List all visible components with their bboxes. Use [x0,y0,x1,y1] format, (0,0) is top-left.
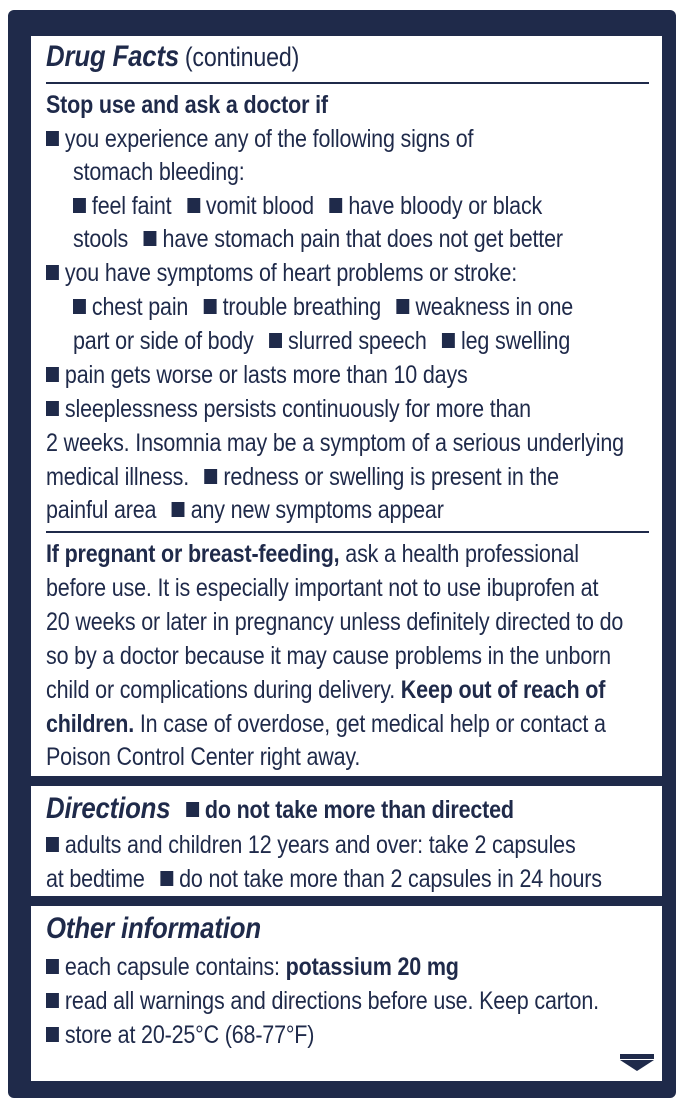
square-bullet-icon [73,299,86,314]
square-bullet-icon [442,333,455,348]
square-bullet-icon [46,401,59,416]
other-line-2: read all warnings and directions before use. Keep carton. [46,986,599,1016]
stop-use-line-4: stools have stomach pain that does not get better [73,225,563,253]
header-rule [46,82,649,84]
pregnant-line-5: child or complications during delivery. Keep out of reach of [46,676,606,704]
square-bullet-icon [144,231,157,246]
stop-use-line-7: part or side of body slurred speech leg swelling [73,327,571,355]
drug-facts-header [46,42,299,73]
directions-heading-line: Directions do not take more than directed [46,792,514,825]
drug-facts-label-frame [8,10,676,1098]
square-bullet-icon [73,198,86,213]
stop-use-line-5: you have symptoms of heart problems or stroke: [46,258,517,288]
square-bullet-icon [46,837,59,852]
pregnant-line-3: 20 weeks or later in pregnancy unless definitely directed to do [46,608,624,636]
directions-line-2: at bedtime do not take more than 2 capsules in 24 hours [46,865,602,893]
warnings-panel [31,36,662,776]
square-bullet-icon [329,198,342,213]
stop-use-line-10: 2 weeks. Insomnia may be a symptom of a serious underlying [46,429,624,457]
square-bullet-icon [46,265,59,280]
pregnant-line-7: Poison Control Center right away. [46,743,361,771]
other-line-3: store at 20-25°C (68-77°F) [46,1020,314,1050]
pregnant-line-2: before use. It is especially important not to use ibuprofen at [46,574,599,602]
square-bullet-icon [186,802,199,817]
stop-use-line-6: chest pain trouble breathing weakness in one [73,292,573,322]
stop-use-line-2: stomach bleeding: [73,158,245,186]
stop-use-line-11: medical illness. redness or swelling is present in the [46,463,559,491]
stop-use-line-12: painful area any new symptoms appear [46,496,444,524]
stop-use-line-3: feel faint vomit blood have bloody or black [73,191,542,221]
stop-use-heading: Stop use and ask a doctor if [46,91,328,119]
square-bullet-icon [46,367,59,382]
square-bullet-icon [204,299,217,314]
other-line-1: each capsule contains: potassium 20 mg [46,952,459,982]
drug-facts-continued: (continued) [184,42,300,72]
square-bullet-icon [46,959,59,974]
square-bullet-icon [172,502,185,517]
stop-use-line-1: you experience any of the following signs of [46,124,473,154]
square-bullet-icon [187,198,200,213]
square-bullet-icon [46,1027,59,1042]
directions-line-1: adults and children 12 years and over: take 2 capsules [46,830,576,860]
other-information-heading-line [46,914,261,945]
square-bullet-icon [46,993,59,1008]
down-arrow-icon [620,1060,654,1071]
square-bullet-icon [46,131,59,146]
stop-use-line-8: pain gets worse or lasts more than 10 days [46,360,468,390]
square-bullet-icon [160,871,173,886]
square-bullet-icon [397,299,410,314]
drug-facts-title: Drug Facts [46,40,180,73]
stop-use-line-9: sleeplessness persists continuously for more than [46,394,531,424]
other-information-panel [31,906,662,1081]
directions-panel [31,786,662,896]
pregnant-line-6: children. In case of overdose, get medical help or contact a [46,710,606,738]
other-information-heading: Other information [46,912,261,945]
pregnant-line-4: so by a doctor because it may cause problems in the unborn [46,642,611,670]
square-bullet-icon [269,333,282,348]
directions-heading: Directions [46,792,171,825]
pregnant-line-1: If pregnant or breast-feeding, ask a health professional [46,540,579,568]
section-rule [46,531,649,533]
square-bullet-icon [205,469,218,484]
